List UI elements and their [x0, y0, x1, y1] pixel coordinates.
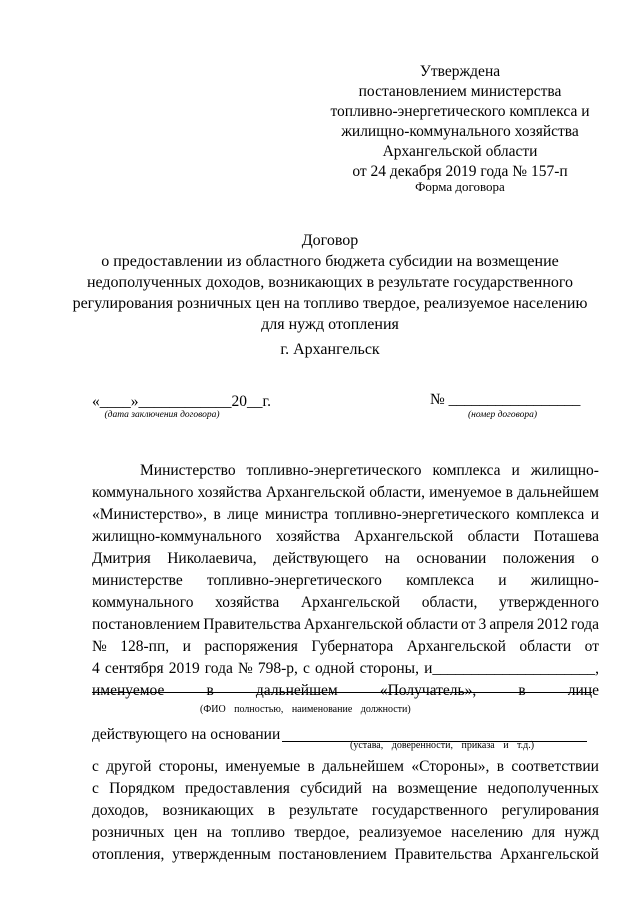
title-line: для нужд отопления	[261, 316, 399, 333]
basis-label: действующего на основании	[92, 726, 281, 743]
city-name: г. Архангельск	[280, 341, 380, 358]
paragraph-line: коммунального хозяйства Архангельской области, именуемое в дальнейшем	[92, 484, 599, 501]
basis-caption: (устава, доверенности, приказа и т.д.)	[350, 740, 535, 751]
named-word: именуемое	[92, 682, 165, 699]
paragraph-line: жилищно-коммунального хозяйства Архангельской области Поташева	[92, 528, 599, 545]
title-heading: Договор	[301, 232, 359, 249]
document-title	[40, 230, 620, 335]
paragraph-line: «Министерство», в лице министра топливно-энергетического комплекса и	[92, 506, 599, 523]
contract-number-field: № _________________	[430, 391, 581, 408]
approval-line: от 24 декабря 2019 года № 157-п	[352, 163, 568, 180]
contract-date-caption: (дата заключения договора)	[104, 410, 220, 420]
fio-blank-line[interactable]	[92, 692, 592, 693]
title-line: недополученных доходов, возникающих в результате государственного	[86, 274, 574, 291]
approval-line: Утверждена	[419, 63, 501, 80]
paragraph-line: с Порядком предоставления субсидий на возмещение недополученных	[92, 780, 599, 797]
named-word: лице	[567, 682, 599, 699]
named-word: дальнейшем	[255, 682, 338, 699]
paragraph-line: коммунального хозяйства Архангельской области, утвержденного	[92, 594, 599, 611]
paragraph-line: с другой стороны, именуемые в дальнейшем «Стороны», в соответствии	[92, 758, 599, 775]
contract-date-field: «____»____________20__г.	[92, 393, 271, 410]
paragraph-line: Дмитрия Николаевича, действующего на основании положения о	[92, 550, 599, 567]
fio-caption: (ФИО полностью, наименование должности)	[200, 704, 411, 715]
approval-line: Архангельской области	[382, 143, 538, 160]
approval-line: топливно-энергетического комплекса и	[330, 103, 590, 120]
named-row	[92, 680, 599, 702]
form-label: Форма договора	[415, 179, 505, 194]
named-word: «Получатель»,	[379, 682, 477, 699]
approval-line: постановлением министерства	[358, 83, 562, 100]
named-word: в	[206, 682, 214, 699]
paragraph-line: Министерство топливно-энергетического комплекса и жилищно-	[140, 462, 599, 479]
paragraph-line: № 128-пп, и распоряжения Губернатора Архангельской области от	[92, 638, 599, 655]
named-word: в	[518, 682, 526, 699]
paragraph-line: постановлением Правительства Архангельской области от 3 апреля 2012 года	[92, 616, 599, 633]
approval-block	[300, 62, 620, 182]
title-line: регулирования розничных цен на топливо твердое, реализуемое населению	[72, 295, 588, 312]
paragraph-line: отопления, утвержденным постановлением Правительства Архангельской	[92, 846, 599, 863]
paragraph-line: доходов, возникающих в результате государственного регулирования	[92, 802, 599, 819]
paragraph-line: розничных цен на топливо твердое, реализуемое населению для нужд	[92, 824, 599, 841]
contract-number-caption: (номер договора)	[467, 410, 538, 420]
title-line: о предоставлении из областного бюджета субсидии на возмещение	[101, 253, 559, 270]
approval-line: жилищно-коммунального хозяйства	[341, 123, 579, 140]
paragraph-line: 4 сентября 2019 года № 798-р, с одной стороны, и_____________________,	[92, 660, 599, 677]
paragraph-line: министерстве топливно-энергетического комплекса и жилищно-	[92, 572, 599, 589]
